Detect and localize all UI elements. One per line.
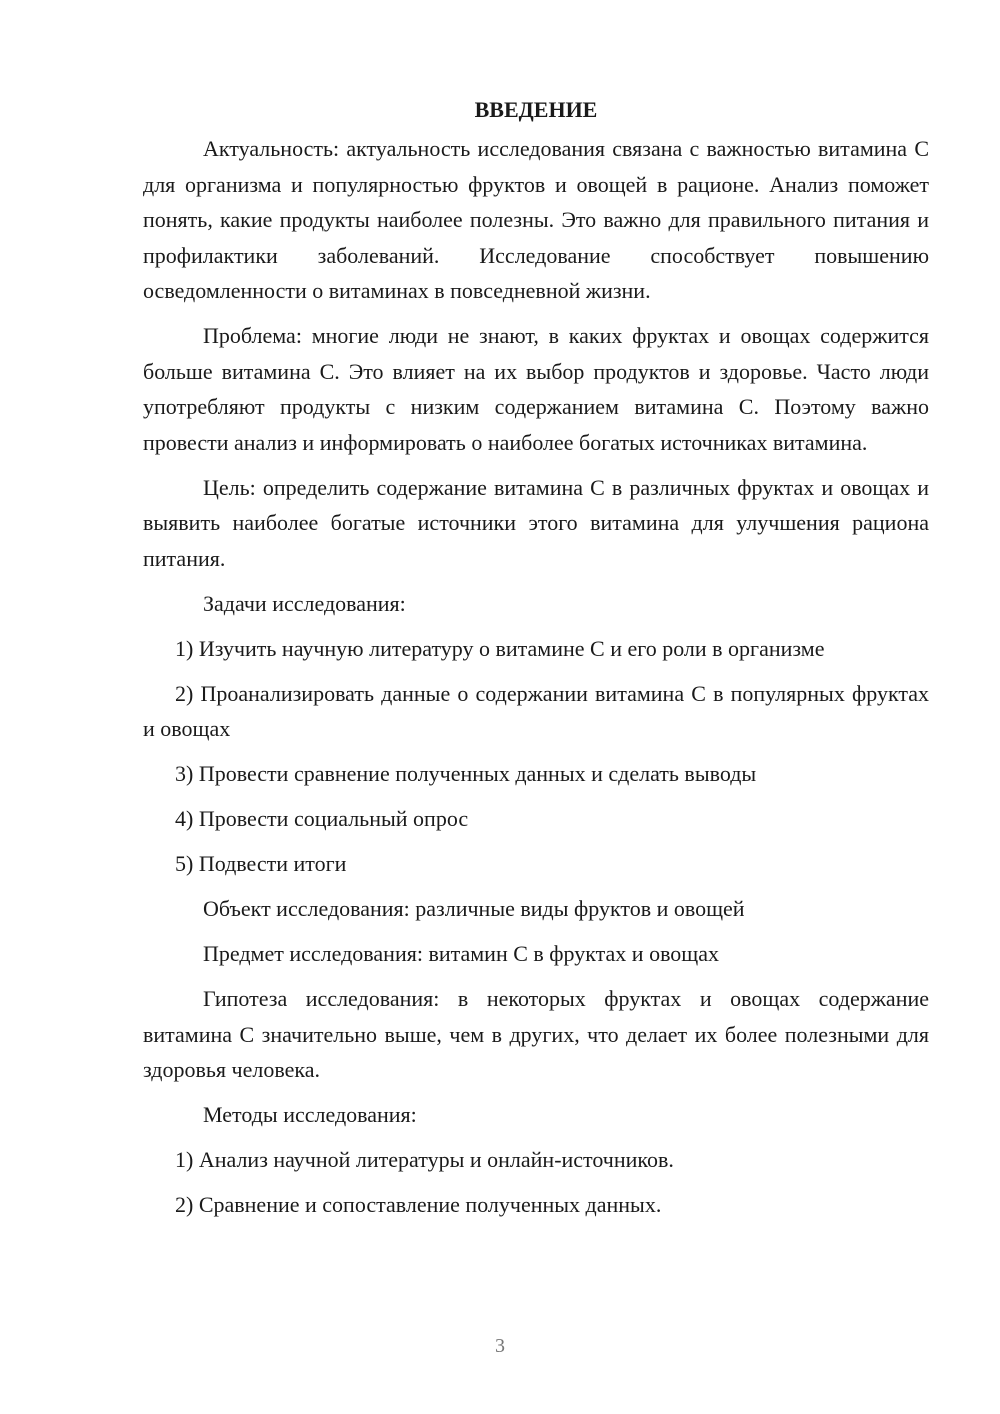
task-item-4: 4) Провести социальный опрос bbox=[175, 806, 469, 831]
relevance-paragraph: Актуальность: актуальность исследования связана с важностью витамина С для организма и популярностью фруктов и овощей в рационе. Анализ поможет понять, какие продукты наиболее полезны. Это важно для правильного питания и профилактики заболеваний. Исследование способствует повышению осведомленности о витаминах в повседневной жизни. bbox=[143, 136, 929, 303]
method-item-1: 1) Анализ научной литературы и онлайн-источников. bbox=[175, 1147, 674, 1172]
section-title: ВВЕДЕНИЕ bbox=[474, 97, 598, 122]
task-item-5: 5) Подвести итоги bbox=[175, 851, 347, 876]
tasks-heading: Задачи исследования: bbox=[203, 590, 406, 616]
problem-paragraph: Проблема: многие люди не знают, в каких фруктах и овощах содержится больше витамина С. Это влияет на их выбор продуктов и здоровье. Часто люди употребляют продукты с низким содержанием витамина С. Поэтому важно провести анализ и информировать о наиболее богатых источниках витамина. bbox=[143, 323, 929, 455]
methods-heading: Методы исследования: bbox=[203, 1102, 417, 1127]
object-paragraph: Объект исследования: различные виды фруктов и овощей bbox=[203, 896, 745, 921]
hypothesis-paragraph: Гипотеза исследования: в некоторых фруктах и овощах содержание витамина С значительно выше, чем в других, что делает их более полезными для здоровья человека. bbox=[143, 986, 929, 1082]
task-item-1: 1) Изучить научную литературу о витамине С и его роли в организме bbox=[175, 635, 825, 661]
method-item-2: 2) Сравнение и сопоставление полученных данных. bbox=[175, 1192, 662, 1217]
goal-paragraph: Цель: определить содержание витамина С в различных фруктах и овощах и выявить наиболее богатые источники этого витамина для улучшения рациона питания. bbox=[143, 474, 929, 571]
task-item-2: 2) Проанализировать данные о содержании витамина С в популярных фруктах и овощах bbox=[143, 680, 929, 741]
document-page bbox=[143, 92, 929, 1232]
subject-paragraph: Предмет исследования: витамин С в фруктах и овощах bbox=[203, 941, 720, 966]
task-item-3: 3) Провести сравнение полученных данных и сделать выводы bbox=[175, 761, 757, 786]
page-number: 3 bbox=[495, 1335, 505, 1357]
